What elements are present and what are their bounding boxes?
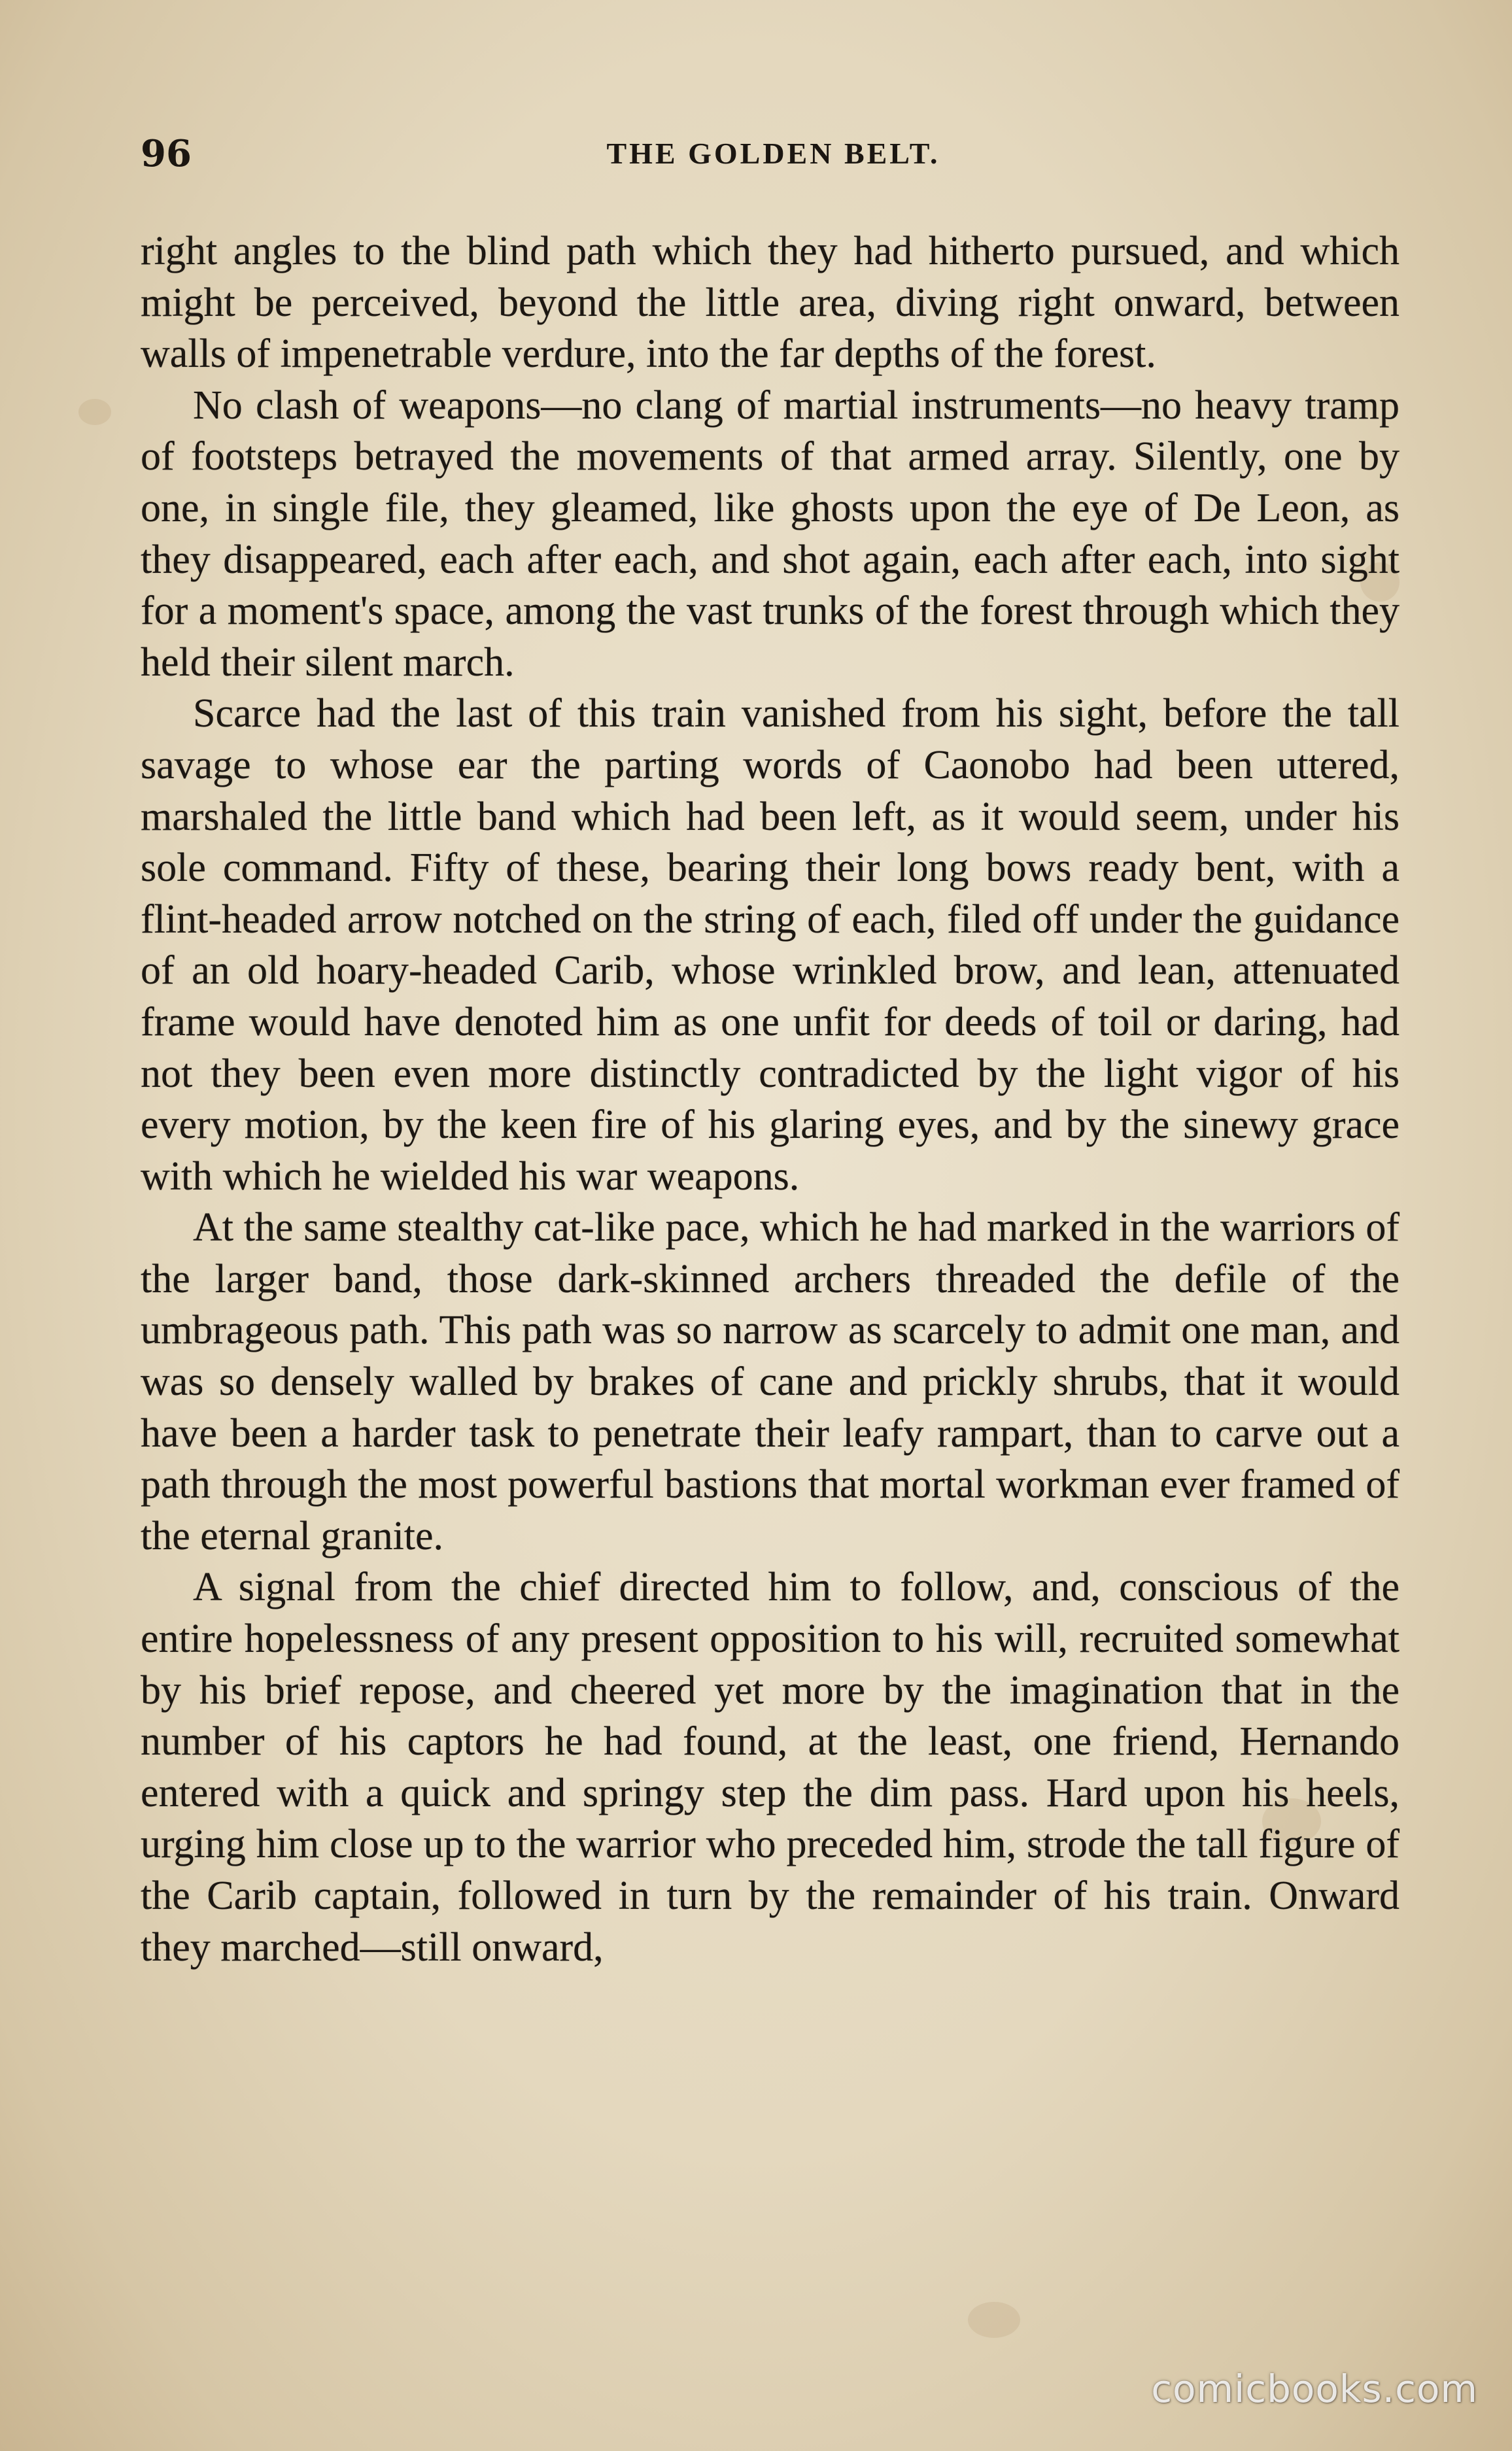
paragraph: At the same stealthy cat-like pace, which he had marked in the warriors of the larger band, those dark-skinned archers threaded the defile of the umbrageous path. This path was so narrow as scarcely to admit one man, and was so densely walled by brakes of cane and prickly shrubs, that it would have been a harder task to penetrate their leafy rampart, than to carve out a path through the most powerful bastions that mortal workman ever framed of the eternal granite.	[141, 1205, 1400, 1558]
running-head: THE GOLDEN BELT.	[606, 137, 940, 170]
paragraph: right angles to the blind path which they had hitherto pursued, and which might be perceived, beyond the little area, diving right onward, between walls of impenetrable verdure, into the far depths of the forest.	[141, 229, 1400, 377]
paragraph: A signal from the chief directed him to follow, and, conscious of the entire hopelessness of any present opposition to his will, recruited somewhat by his brief repose, and cheered yet more by the imagination that in the number of his captors he had found, at the least, one friend, Hernando entered with a quick and springy step the dim pass. Hard upon his heels, urging him close up to the warrior who preceded him, strode the tall figure of the Carib captain, followed in turn by the remainder of his train. Onward they marched—still onward,	[141, 1565, 1400, 1970]
page-number: 96	[141, 132, 192, 175]
paragraph: Scarce had the last of this train vanished from his sight, before the tall savage to whose ear the parting words of Caonobo had been uttered, marshaled the little band which had been left, as it would seem, under his sole command. Fifty of these, bearing their long bows ready bent, with a flint-headed arrow notched on the string of each, filed off under the guidance of an old hoary-headed Carib, whose wrinkled brow, and lean, attenuated frame would have denoted him as one unfit for deeds of toil or daring, had not they been even more distinctly contradicted by the light vigor of his every motion, by the keen fire of his glaring eyes, and by the sinewy grace with which he wielded his war weapons.	[141, 691, 1400, 1199]
page-header	[141, 128, 1406, 180]
body-text	[141, 226, 1400, 1973]
foxing-stain	[78, 399, 111, 425]
paragraph: No clash of weapons—no clang of martial instruments—no heavy tramp of footsteps betrayed the movements of that armed array. Silently, one by one, in single file, they gleamed, like ghosts upon the eye of De Leon, as they disappeared, each after each, and shot again, each after each, into sight for a moment's space, among the vast trunks of the forest through which they held their silent march.	[141, 383, 1400, 685]
foxing-stain	[968, 2302, 1020, 2338]
watermark: comicbooks.com	[1151, 2367, 1478, 2411]
